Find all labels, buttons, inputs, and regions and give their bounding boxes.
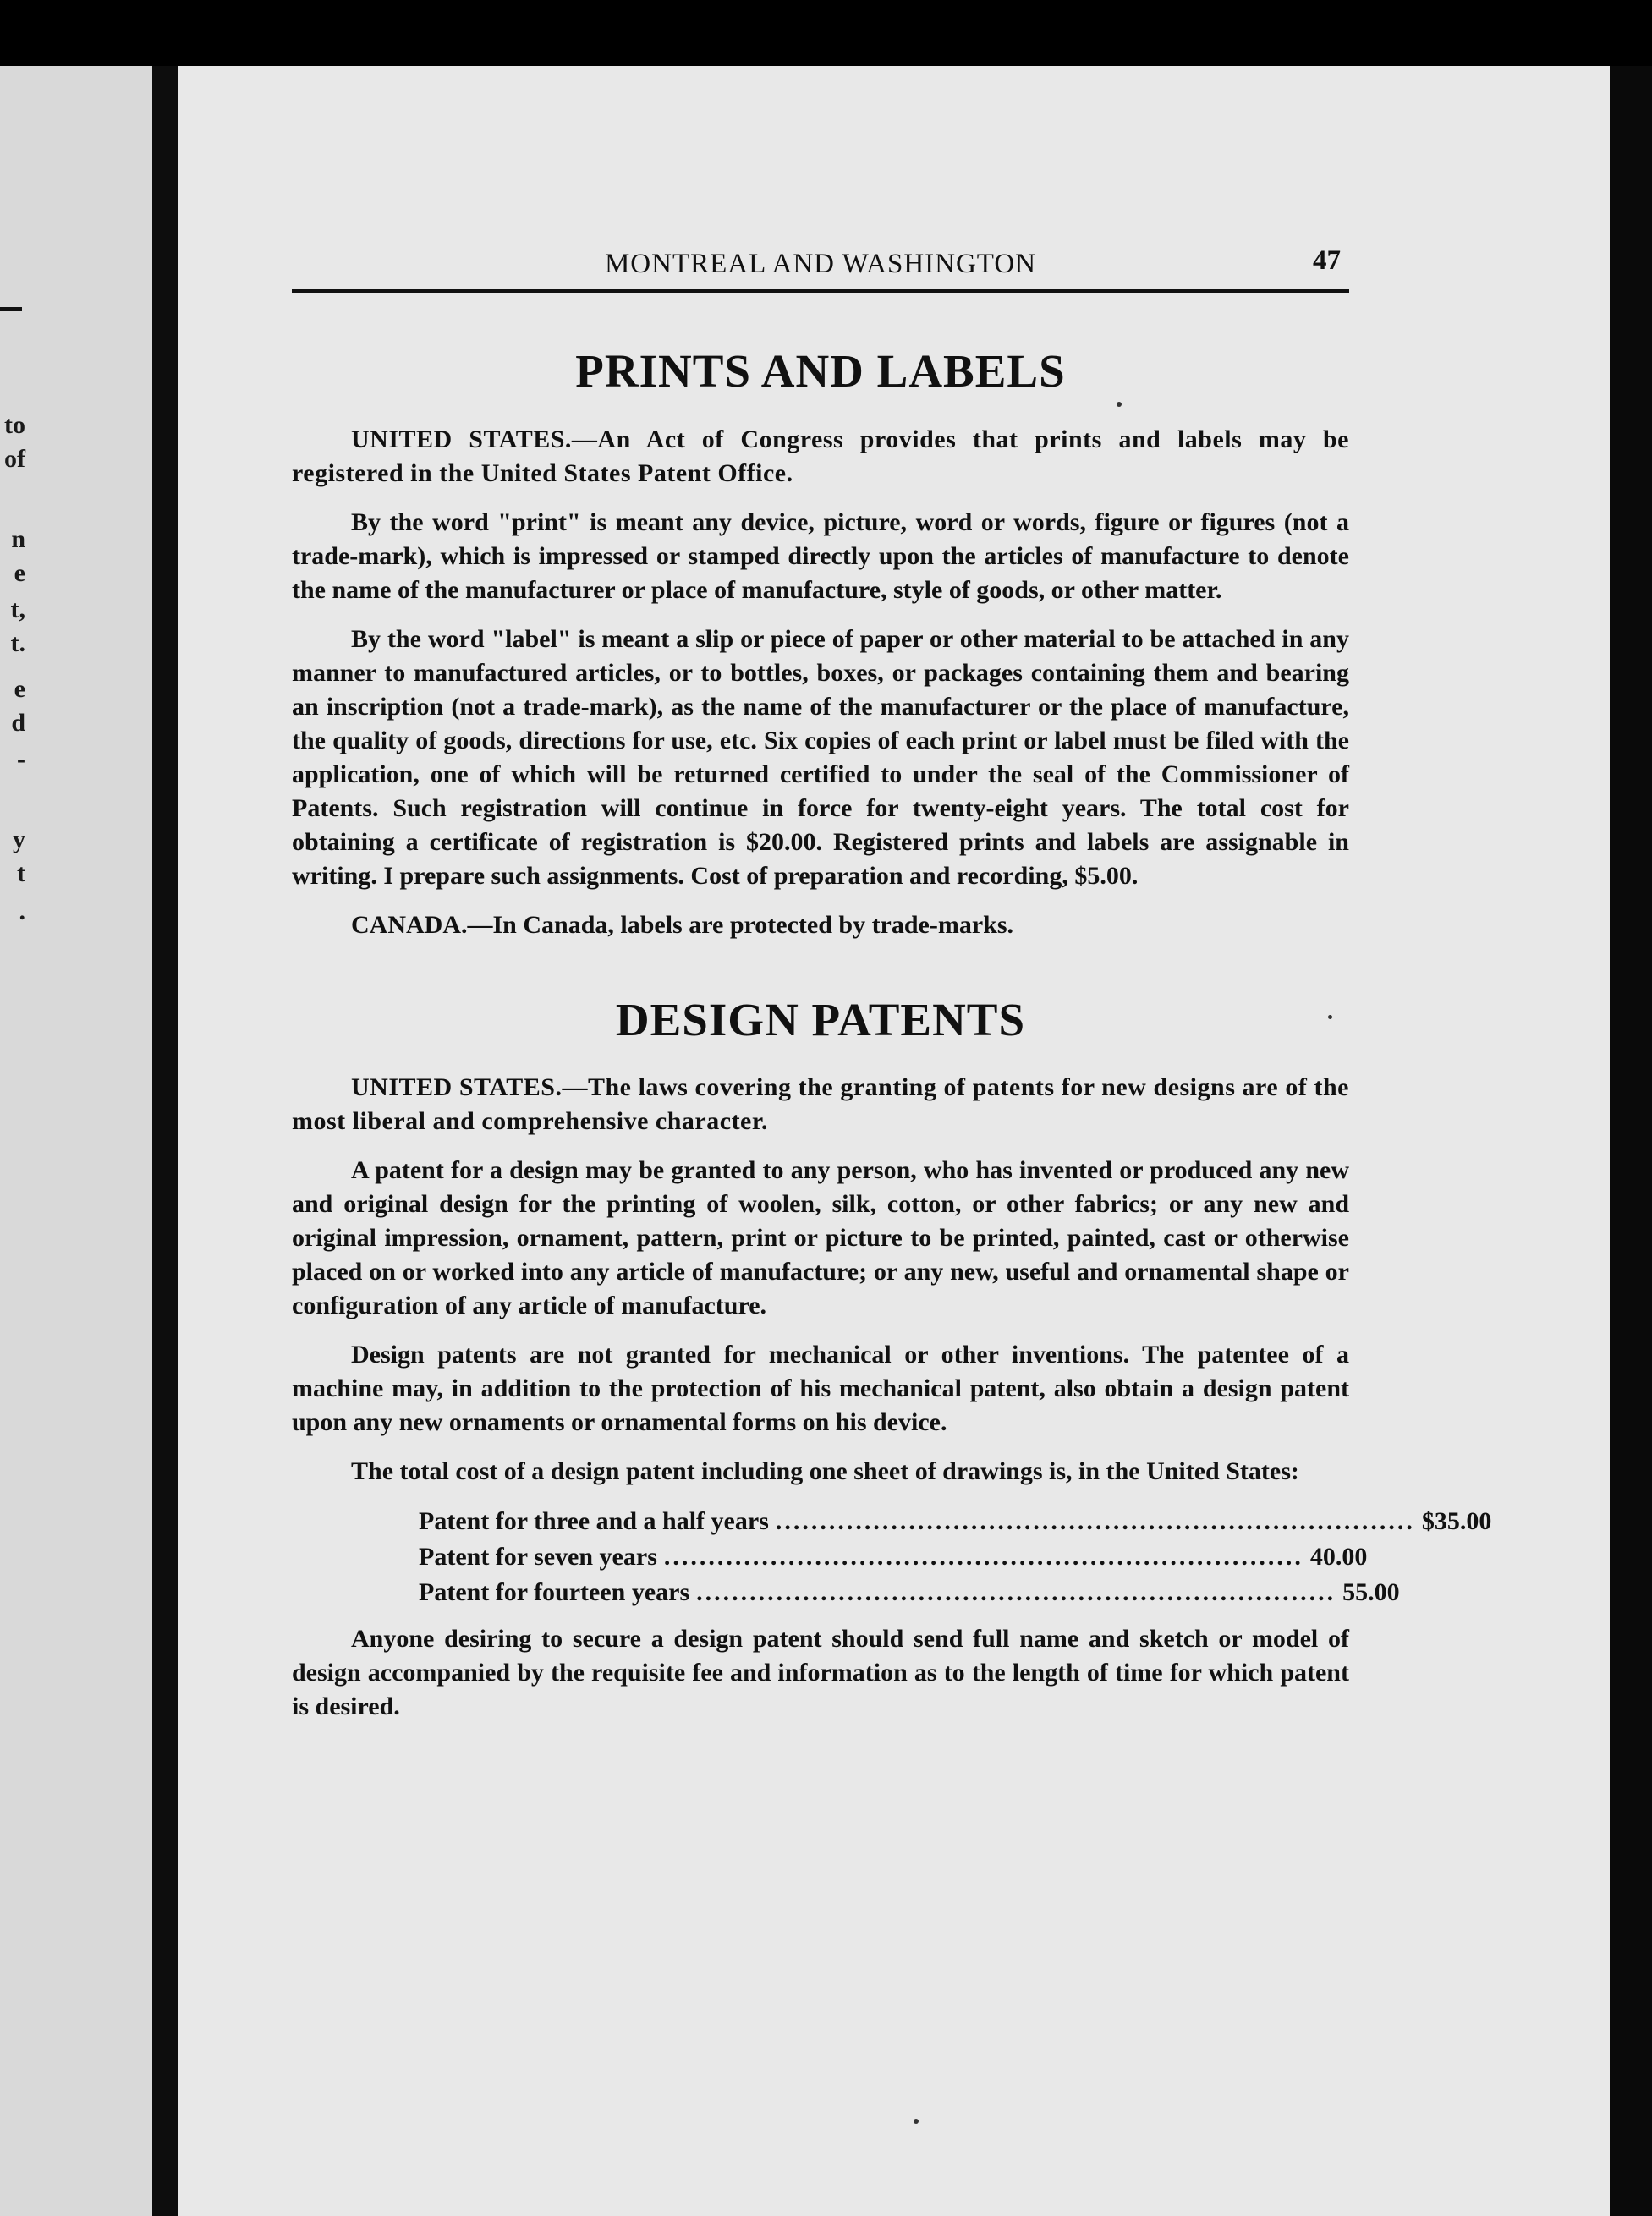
book-spine <box>152 66 178 2216</box>
left-fragment: to <box>4 411 25 439</box>
paragraph: UNITED STATES.—An Act of Congress provides that prints and labels may be registered in the United States Patent Office. <box>292 425 1349 487</box>
cost-amount: 40.00 <box>1309 1543 1368 1571</box>
leader-dots: ........................................................................ <box>696 1578 1336 1606</box>
paragraph: Design patents are not granted for mechanical or other inventions. The patentee of a machine may, in addition to the protection of his mechanical patent, also obtain a design patent upon any new ornaments or ornamental forms on his device. <box>292 1341 1349 1436</box>
leader-dots: ........................................................................ <box>775 1507 1415 1535</box>
page-number: 47 <box>1313 245 1341 276</box>
leader-dots: ........................................................................ <box>663 1543 1303 1571</box>
paragraph: Anyone desiring to secure a design patent should send full name and sketch or model of design accompanied by the requisite fee and information as to the length of time for which patent is desired. <box>292 1625 1349 1720</box>
left-fragment: d <box>11 709 25 737</box>
page-content <box>292 245 1492 1739</box>
running-head <box>292 245 1349 293</box>
paragraph: By the word "print" is meant any device, picture, word or words, figure or figures (not a trade-mark), which is impressed or stamped directly upon the articles of manufacture to denote the name of the manufacturer or place of manufacture, style of goods, or other matter. <box>292 507 1349 604</box>
left-fragment: n <box>11 525 25 553</box>
cost-amount: $35.00 <box>1421 1507 1492 1535</box>
paragraph: UNITED STATES.—The laws covering the granting of patents for new designs are of the most liberal and comprehensive character. <box>292 1073 1349 1135</box>
left-fragment: - <box>17 745 25 773</box>
cost-row <box>419 1539 1368 1575</box>
cost-row <box>419 1504 1492 1539</box>
left-fragment: . <box>19 897 25 925</box>
paragraph: CANADA.—In Canada, labels are protected by trade-marks. <box>351 910 1014 939</box>
cost-table <box>419 1504 1492 1610</box>
left-fragment: t. <box>10 629 25 657</box>
cost-label: Patent for seven years <box>419 1543 657 1571</box>
cost-amount: 55.00 <box>1342 1578 1400 1606</box>
cost-label: Patent for fourteen years <box>419 1578 690 1606</box>
paragraph: A patent for a design may be granted to any person, who has invented or produced any new and original design for the printing of woolen, silk, cotton, or other fabrics; or any new and original impression, ornament, pattern, print or picture to be printed, painted, cast or otherwise placed on or worked into any article of manufacture; or any new, useful and ornamental shape or configuration of any article of manufacture. <box>292 1156 1349 1319</box>
paragraph: By the word "label" is meant a slip or piece of paper or other material to be attached in any manner to manufactured articles, or to bottles, boxes, or packages containing them and bearing an inscription (not a trade-mark), as the name of the manufacturer or the place of manufacture, the quality of goods, directions for use, etc. Six copies of each print or label must be filed with the application, one of which will be returned certified to under the seal of the Commissioner of Patents. Such registration will continue in force for twenty-eight years. The total cost for obtaining a certificate of registration is $20.00. Registered prints and labels are assignable in writing. I prepare such assignments. Cost of preparation and recording, $5.00. <box>292 624 1349 890</box>
left-page-rule <box>0 307 22 311</box>
cost-label: Patent for three and a half years <box>419 1507 769 1535</box>
section-heading-prints-labels: PRINTS AND LABELS <box>575 345 1066 397</box>
running-title: MONTREAL AND WASHINGTON <box>604 249 1037 279</box>
paragraph: The total cost of a design patent including one sheet of drawings is, in the United States: <box>351 1457 1299 1485</box>
left-fragment: e <box>14 675 25 703</box>
left-page-edge <box>0 66 152 2216</box>
left-fragment: t <box>17 859 25 887</box>
left-fragment: y <box>13 826 25 853</box>
section-heading-design-patents: DESIGN PATENTS <box>615 993 1026 1045</box>
speck <box>914 2119 919 2124</box>
cost-row <box>419 1575 1400 1610</box>
right-edge <box>1610 66 1652 2216</box>
left-fragment: t, <box>10 595 25 623</box>
left-fragment: of <box>4 445 25 473</box>
left-fragment: e <box>14 559 25 587</box>
